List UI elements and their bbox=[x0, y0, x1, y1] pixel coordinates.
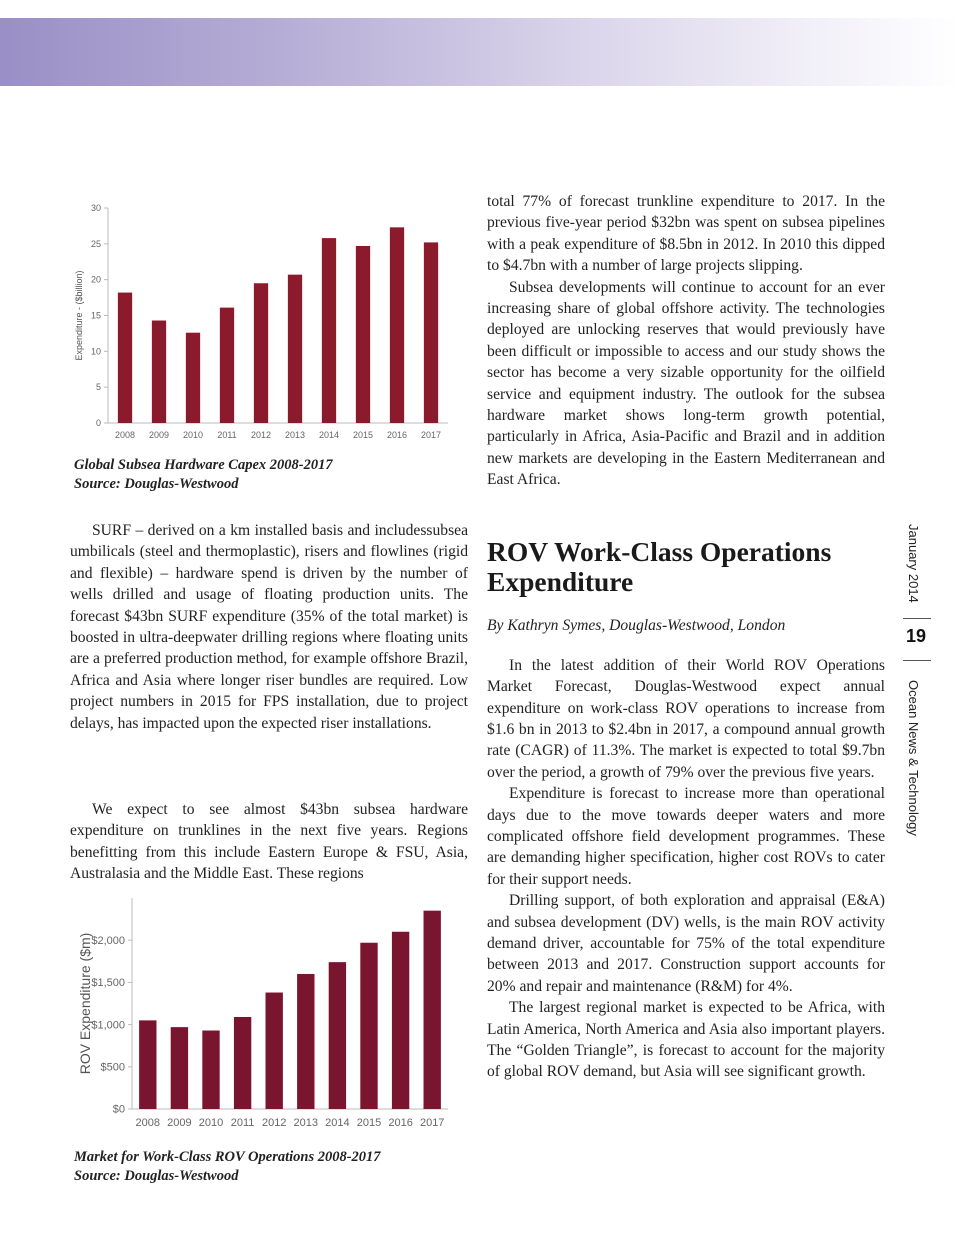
expenditure-paragraph: Expenditure is forecast to increase more than operational days due to the move towards deeper waters and more complicated offshore field development programmes. These are demanding higher specification, higher cost ROVs to cater for their support needs. bbox=[487, 785, 885, 888]
chart2-caption-source: Source: Douglas-Westwood bbox=[74, 1168, 239, 1184]
subsea-outlook-paragraph: Subsea developments will continue to account for an ever increasing share of global offshore activity. The technologies deployed are unlocking reserves that would previously have been difficult or impossible to access and our study shows the sector has become a very sizable opportunity for the oilfield service and equipment industry. The outlook for the subsea hardware market shows long-term growth potential, particularly in Africa, Asia-Pacific and Brazil and in addition new markets are developing in the Eastern Mediterranean and East Africa. bbox=[487, 278, 885, 489]
y-tick-label: $0 bbox=[112, 1103, 125, 1116]
bar-2008 bbox=[118, 293, 132, 423]
rov-market-chart bbox=[70, 888, 468, 1133]
x-tick-label: 2013 bbox=[284, 430, 306, 440]
x-tick-label: 2016 bbox=[386, 430, 408, 440]
x-tick-label: 2008 bbox=[135, 1117, 161, 1129]
page-number: 19 bbox=[905, 626, 927, 646]
bar-2017 bbox=[424, 242, 438, 423]
bar-2014 bbox=[322, 238, 336, 423]
issue-date: January 2014 bbox=[906, 524, 921, 603]
bar-2009 bbox=[152, 321, 166, 423]
rov-forecast-paragraph: In the latest addition of their World ROV Operations Market Forecast, Douglas-Westwood expect annual expenditure on work-class ROV operations to increase from $1.6 bn in 2013 to $2.4bn in 2017, a compound annual growth rate (CAGR) of 11.3%. The market is expected to total $9.7bn over the period, a growth of 79% over the previous five years. bbox=[487, 656, 885, 781]
x-tick-label: 2010 bbox=[182, 430, 204, 440]
x-tick-label: 2010 bbox=[198, 1117, 224, 1129]
x-tick-label: 2009 bbox=[167, 1117, 192, 1129]
y-axis-label: Expenditure - ($billion) bbox=[74, 270, 84, 361]
y-axis-label: ROV Expenditure ($m) bbox=[77, 932, 93, 1075]
y-tick-label: $1,000 bbox=[91, 1019, 125, 1032]
trunkline-continued-paragraph: total 77% of forecast trunkline expenditure to 2017. In the previous five-year period $32bn was spent on subsea pipelines with a peak expenditure of $8.5bn in 2012. In 2010 this dipped to $4.7bn with a number of large projects slipping. bbox=[487, 193, 885, 275]
x-tick-label: 2013 bbox=[293, 1117, 319, 1129]
x-tick-label: 2014 bbox=[318, 430, 340, 440]
y-tick-label: 0 bbox=[95, 418, 101, 428]
sidebar-divider bbox=[903, 660, 931, 661]
subsea-capex-chart bbox=[70, 196, 468, 451]
drilling-support-paragraph: Drilling support, of both exploration and appraisal (E&A) and subsea development (DV) wells, is the main ROV activity demand driver, accountable for 75% of the total expenditure between 2013 and 2017. Construction support accounts for 20% and repair and maintenance (R&M) for 4%. bbox=[487, 892, 885, 995]
x-tick-label: 2015 bbox=[352, 430, 374, 440]
bar-2011 bbox=[220, 308, 234, 423]
bar-2013 bbox=[288, 275, 302, 423]
x-tick-label: 2011 bbox=[230, 1117, 255, 1129]
bar-2017 bbox=[424, 911, 441, 1109]
bar-2015 bbox=[360, 943, 377, 1109]
y-tick-label: 25 bbox=[90, 238, 101, 249]
y-tick-label: $500 bbox=[100, 1061, 125, 1074]
bar-2010 bbox=[202, 1031, 219, 1109]
bar-2013 bbox=[297, 974, 314, 1109]
bar-2011 bbox=[234, 1017, 251, 1109]
bar-2016 bbox=[392, 932, 409, 1109]
chart2-caption bbox=[74, 1148, 381, 1186]
bar-2014 bbox=[329, 962, 346, 1109]
header-banner bbox=[0, 18, 960, 86]
right-column bbox=[487, 191, 885, 1083]
chart1-caption bbox=[74, 456, 333, 494]
article-byline: By Kathryn Symes, Douglas-Westwood, London bbox=[487, 616, 786, 634]
y-tick-label: 30 bbox=[90, 203, 101, 213]
y-tick-label: 15 bbox=[90, 310, 101, 321]
x-tick-label: 2012 bbox=[261, 1117, 287, 1129]
chart-svg bbox=[70, 888, 468, 1133]
x-tick-label: 2017 bbox=[419, 1117, 445, 1129]
y-tick-label: 20 bbox=[90, 274, 101, 285]
bar-2008 bbox=[139, 1020, 156, 1109]
bar-2015 bbox=[356, 246, 370, 423]
chart1-caption-title: Global Subsea Hardware Capex 2008-2017 bbox=[74, 457, 333, 473]
surf-paragraph: SURF – derived on a km installed basis and includessubsea umbilicals (steel and thermoplastic), risers and flowlines (rigid and flexible) – hardware spend is driven by the number of wells drilled and usage of floating production units. The forecast $43bn SURF expenditure (35% of the total market) is boosted in ultra-deepwater drilling regions where floating units are a preferred production method, for example offshore Brazil, Africa and Asia where longer riser bundles are required. Low project numbers in 2015 for FPS installation, due to project delays, has impacted upon the expected riser installations. bbox=[70, 522, 468, 732]
bar-2010 bbox=[186, 333, 200, 423]
chart-svg bbox=[70, 196, 468, 451]
x-tick-label: 2015 bbox=[356, 1117, 382, 1129]
publication-name: Ocean News & Technology bbox=[906, 680, 921, 836]
x-tick-label: 2009 bbox=[148, 430, 170, 440]
x-tick-label: 2016 bbox=[388, 1117, 413, 1129]
bar-2016 bbox=[390, 227, 404, 423]
y-tick-label: $2,000 bbox=[91, 934, 125, 947]
bar-2009 bbox=[171, 1027, 188, 1109]
sidebar-divider bbox=[903, 618, 931, 619]
chart2-caption-title: Market for Work-Class ROV Operations 2008-2017 bbox=[74, 1149, 381, 1165]
trunkline-paragraph: We expect to see almost $43bn subsea hardware expenditure on trunklines in the next five years. Regions benefitting from this include Eastern Europe & FSU, Asia, Australasia and the Middle East. These regions bbox=[70, 801, 468, 883]
page-sidebar bbox=[893, 520, 943, 850]
x-tick-label: 2008 bbox=[114, 430, 136, 440]
y-tick-label: $1,500 bbox=[91, 977, 125, 990]
x-tick-label: 2014 bbox=[325, 1117, 350, 1129]
x-tick-label: 2012 bbox=[250, 430, 272, 440]
article-heading: ROV Work-Class Operations Expenditure bbox=[487, 535, 832, 597]
bar-2012 bbox=[266, 993, 283, 1109]
regional-market-paragraph: The largest regional market is expected to be Africa, with Latin America, North America and Asia also important players. The “Golden Triangle”, is forecast to account for the majority of global ROV demand, but Asia will see significant growth. bbox=[487, 999, 885, 1081]
bar-2012 bbox=[254, 283, 268, 423]
y-tick-label: 5 bbox=[95, 382, 101, 393]
chart1-caption-source: Source: Douglas-Westwood bbox=[74, 476, 239, 492]
y-tick-label: 10 bbox=[90, 346, 101, 357]
x-tick-label: 2011 bbox=[217, 430, 237, 440]
x-tick-label: 2017 bbox=[420, 430, 442, 440]
